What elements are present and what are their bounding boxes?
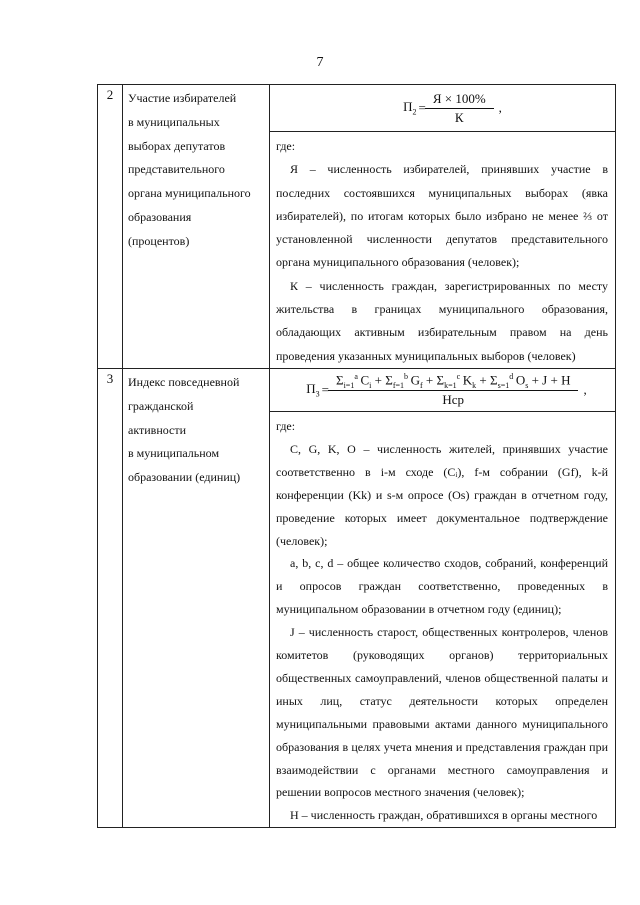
indicator-name [123, 368, 270, 827]
formula: $П_3$ = $\frac{\Sigma_{i=1}^a C_i + \Sigma_{f=1}^b G_f + \Sigma_{k=1}^c K_k + \Sigma_{s=1}^d O_s + J + H}{\text{Нср}}$ , [270, 369, 615, 412]
indicator-name-line: выборах депутатов [128, 138, 226, 153]
formula-lhs: $П_2$ [403, 99, 417, 117]
page-number: 7 [316, 55, 324, 70]
indicator-name [123, 85, 270, 369]
paragraph: К – численность граждан, зарегистрированных по месту жительства в границах муниципального образования, обладающих активным избирательным правом на день проведения указанных муниципальных выборов (человек) [276, 278, 608, 363]
paragraph: Я – численность избирателей, принявших участие в последних состоявшихся муниципальных выборах (явка избирателей), по итогам которых было избрано не менее ⅔ от установленной численности депутатов представительного органа муниципального образования (человек); [276, 162, 608, 270]
formula-explanation [270, 412, 615, 827]
row-number: 2 [98, 85, 123, 369]
paragraph: C, G, K, O – численность жителей, принявших участие соответственно в i-м сходе (Cᵢ), f-м собрании (Gf), k-й конференции (Kk) и s-м опросе (Os) граждан в отчетном году, проведение которых имеет документальное подтверждение (человек); [276, 441, 608, 548]
indicator-name-line: Участие избирателей [128, 91, 237, 105]
paragraph: a, b, c, d – общее количество сходов, собраний, конференций и опросов граждан соответственно, проведенных в муниципальном образовании в отчетном году (единиц); [276, 556, 608, 617]
formula-fraction [429, 91, 490, 126]
calculation-method [270, 368, 616, 827]
paragraph: Н – численность граждан, обратившихся в органы местного [290, 808, 598, 823]
indicator-name-line: образования [128, 209, 192, 224]
formula-numerator: Я × 100% [432, 90, 486, 106]
formula-denominator: К [425, 108, 494, 126]
paragraph: где: [276, 418, 296, 433]
indicator-name-line: Индекс повседневной [128, 374, 240, 389]
paragraph: J – численность старост, общественных контролеров, членов комитетов (руководящих органов) территориальных общественных самоуправлений, членов общественной палаты и иных лиц, статус деятельности которых определен муниципальными правовыми актами данного муниципального образования в целях учета мнения и представления граждан при взаимодействии с органами местного самоуправления и решении вопросов местного значения (человек); [276, 625, 608, 800]
formula-numerator: $\Sigma_{i=1}^a$ $C_i + \Sigma_{f=1}^b$ $G_f + \Sigma_{k=1}^c$ $K_k + \Sigma_{s=1}^d$ $O_s + J + H$ [336, 371, 571, 390]
formula-fraction [332, 372, 574, 409]
indicator-name-line: гражданской [128, 398, 194, 413]
table-row [98, 368, 616, 827]
indicator-name-line: органа муниципального [128, 186, 251, 201]
formula-denominator: Нср [328, 390, 578, 408]
row-number: 3 [98, 368, 123, 827]
indicator-name-line: (процентов) [128, 233, 190, 248]
indicator-name-line: образовании (единиц) [128, 470, 241, 485]
table-row [98, 85, 616, 369]
formula-explanation [270, 132, 615, 368]
calculation-method [270, 85, 616, 369]
indicator-name-line: представительного [128, 162, 225, 177]
formula-lhs: $П_3$ [306, 381, 320, 399]
indicator-name-line: активности [128, 422, 187, 437]
indicator-name-line: в муниципальном [128, 446, 220, 461]
indicator-table [97, 84, 616, 828]
paragraph: где: [276, 139, 296, 153]
formula: $П_2$ = $\frac{Я \times 100\%}{К}$ , [270, 85, 615, 132]
indicator-name-line: в муниципальных [128, 114, 220, 129]
